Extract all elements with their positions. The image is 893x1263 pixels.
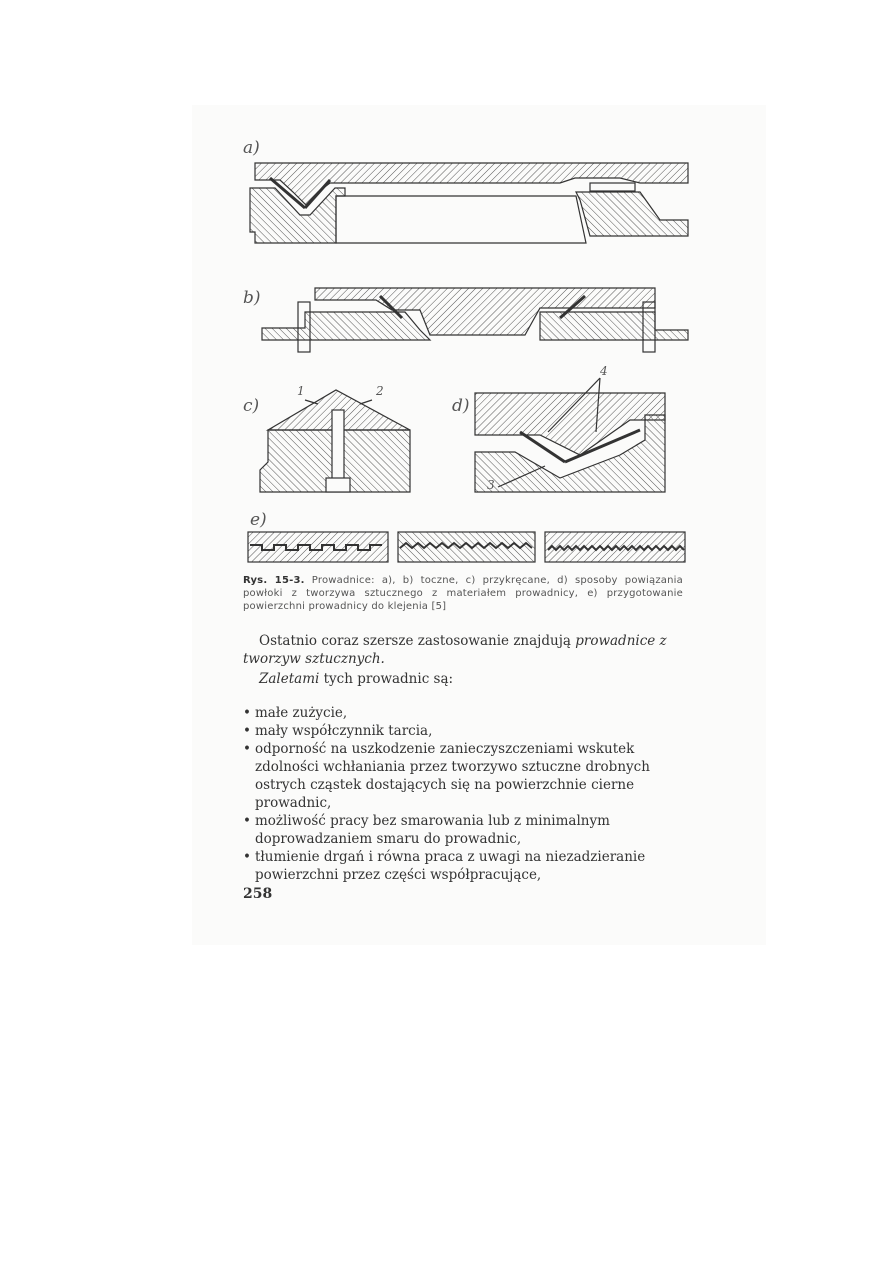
list-item (243, 704, 683, 722)
caption-lead: Rys. 15-3. (243, 575, 305, 586)
bullet-icon: • (243, 813, 251, 829)
paragraph-1 (243, 632, 683, 668)
caption-text: Prowadnice: a), b) toczne, c) przykręcane, d) sposoby powiązania powłoki z tworzywa sztucznego z materiałem prowadnicy, e) przygotowanie powierzchni prowadnicy do klejenia [5] (243, 575, 683, 612)
bullet-icon: • (243, 723, 251, 739)
figure-b-drawing (262, 288, 688, 352)
figure-label-b: b) (243, 288, 261, 308)
paragraph-1-emphasis: prowadnice z tworzyw sztucznych. (243, 633, 667, 667)
list-item (243, 848, 683, 884)
figure-label-c: c) (243, 396, 260, 416)
list-item (243, 812, 683, 848)
figure-caption (243, 574, 683, 613)
figure-e-drawing (248, 532, 685, 562)
list-item (243, 722, 683, 740)
bullet-icon: • (243, 705, 251, 721)
list-item-text: odporność na uszkodzenie zanieczyszczeniami wskutek zdolności wchłaniania przez tworzywo sztuczne drobnych ostrych cząstek dostających się na powierzchnie cierne prowadnic, (255, 741, 650, 811)
callout-1: 1 (297, 384, 305, 398)
figure-c-drawing (260, 390, 410, 492)
callout-2: 2 (376, 384, 384, 398)
list-item-text: mały współczynnik tarcia, (255, 723, 433, 739)
callout-4: 4 (600, 364, 608, 378)
bullet-icon: • (243, 849, 251, 865)
paragraph-1-text: Ostatnio coraz szersze zastosowanie znajdują (259, 633, 576, 649)
paragraph-2 (243, 670, 683, 688)
list-item-text: tłumienie drgań i równa praca z uwagi na niezadzieranie powierzchni przez części współpracujące, (255, 849, 646, 883)
list-item-text: możliwość pracy bez smarowania lub z minimalnym doprowadzaniem smaru do prowadnic, (255, 813, 610, 847)
figure-a-drawing (250, 163, 688, 243)
figure-label-d: d) (452, 396, 470, 416)
bullet-icon: • (243, 741, 251, 757)
figure-d-drawing (475, 378, 665, 492)
paragraph-2-text: tych prowadnic są: (319, 671, 454, 687)
list-item (243, 740, 683, 812)
advantages-list (243, 704, 683, 884)
callout-3: 3 (487, 478, 495, 492)
figure-label-e: e) (250, 510, 267, 530)
paragraph-2-emphasis: Zaletami (259, 671, 320, 687)
figure-label-a: a) (243, 138, 260, 158)
page-number: 258 (243, 886, 273, 902)
list-item-text: małe zużycie, (255, 705, 348, 721)
